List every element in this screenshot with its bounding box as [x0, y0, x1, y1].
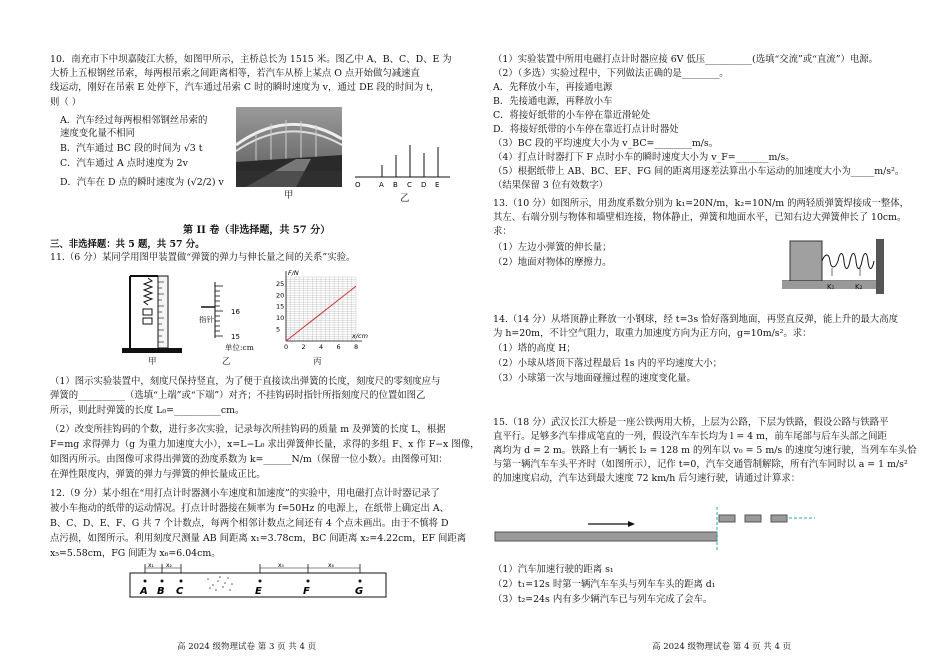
q11-body: （1）图示实验装置中，刻度尺保持竖直，为了便于直接读出弹簧的长度，刻度尺的零刻度应与 [50, 376, 441, 387]
y-tick-label: 5 [276, 325, 281, 334]
point-label: O [355, 181, 361, 189]
q12-body: B、C、D、E、F、G 共 7 个计数点，每两个相邻计数点之间还有 4 个点未画出。由于不慎将 D [50, 518, 449, 529]
q12-cont-line: C．将接好纸带的小车停在靠近滑轮处 [493, 110, 651, 121]
tape-point-label: B [157, 586, 165, 597]
q12-cont-line: （5）根据纸带上 AB、BC、EF、FG 间的距离用逐差法算出小车运动的加速度大小为_____m/s²。 [493, 166, 905, 177]
q12-cont-line: （4）打点计时器打下 F 点时小车的瞬时速度大小为 v_F=_______m/s。 [493, 152, 795, 163]
q12-cont-line: （2）（多选）实验过程中，下列做法正确的是________。 [493, 68, 729, 79]
tape-dist-label: x₁ [148, 562, 154, 569]
q11-body: 弹簧的__________（选填“上端”或“下端”）对齐；不挂钩码时指针所指刻度尺的位置如图乙 [50, 390, 426, 401]
q15-body: 与第一辆汽车车头平齐时（如图所示），记作 t=0，汽车交通管制解除，所有汽车同时以 a = 1 m/s² [493, 459, 908, 470]
spring-apparatus [120, 270, 190, 360]
q11-intro: 11.（6 分）某同学用图甲装置做“弹簧的弹力与伸长量之间的关系”实验。 [50, 252, 356, 263]
chart-grid [286, 277, 356, 341]
spring-label-k1: K₁ [827, 283, 835, 291]
cable-diagram [352, 125, 452, 195]
q14-body: （3）小球第一次与地面碰撞过程的速度变化量。 [493, 373, 696, 384]
x-tick-label: 8 [354, 343, 359, 351]
x-tick-label: 0 [284, 343, 289, 351]
point-label: D [421, 181, 427, 189]
q13-question: （2）地面对物体的摩擦力。 [493, 257, 612, 268]
point-label: E [435, 181, 440, 189]
tape-dist-label: x₆ [328, 562, 334, 569]
q14-body: （1）塔的高度 H； [493, 343, 576, 354]
page-footer: 高 2024 级物理试卷 第 4 页 共 4 页 [652, 642, 792, 652]
section-subtitle: 三、非选择题：共 5 题，共 57 分。 [50, 239, 205, 250]
q12-cont-line: （1）实验装置中所用电磁打点计时器应接 6V 低压__________(选填“交流”或“直流”）电源。 [493, 54, 878, 65]
y-tick-label: 20 [276, 291, 285, 300]
section-title: 第 II 卷（非选择题，共 57 分） [183, 225, 331, 236]
q10-line: 则（ ） [50, 97, 82, 108]
q13-body: 13.（10 分）如图所示，用劲度系数分别为 k₁=20N/m，k₂=10N/m 的两轻质弹簧焊接成一整体， [493, 198, 909, 209]
q12-body: x₅=5.58cm，FG 间距为 x₆=6.04cm。 [50, 548, 221, 559]
tape-point-label: G [355, 586, 364, 597]
q15-question: （2）t₁=12s 时第一辆汽车车头与列车车头的距离 d₁ [493, 579, 716, 590]
y-tick-label: 10 [276, 314, 285, 323]
q11-body: 所示，则此时弹簧的长度 L₀=__________cm。 [50, 405, 245, 416]
q12-cont-line: A．先释放小车，再接通电源 [493, 82, 613, 93]
fig11-jia-label: 甲 [148, 357, 157, 367]
q14-body: 为 h=20m，不计空气阻力，取重力加速度方向为正方向，g=10m/s²。求： [493, 328, 812, 339]
q15-body: 离均为 d = 2 m。铁路上有一辆长 l₂ = 128 m 的列车以 v₀ = 5 m/s 的速度匀速行驶，当列车车头恰 [493, 445, 917, 456]
tape-dist-label: x₅ [278, 562, 284, 569]
spring-block-diagram [780, 236, 892, 298]
q10-option: A．汽车经过每两根相邻钢丝吊索的 [60, 115, 208, 126]
q12-cont-line: B．先接通电源，再释放小车 [493, 96, 613, 107]
f-x-chart [268, 267, 373, 357]
q14-body: 14.（14 分）从塔顶静止释放一小钢球，经 t=3s 恰好落到地面，再竖直反弹，能上升的最大高度 [493, 314, 899, 325]
q12-cont-line: （3）BC 段的平均速度大小为 v_BC=________m/s。 [493, 138, 719, 149]
tape-point-label: A [140, 586, 148, 597]
point-label: A [379, 181, 384, 189]
paper-tape [128, 561, 390, 601]
q11-body: （2）改变所挂钩码的个数，进行多次实验，记录每次所挂钩码的质量 m 及弹簧的长度 L，根据 [50, 424, 446, 435]
q15-body: 的加速度启动，汽车达到最大速度 72 km/h 后匀速行驶，请通过计算求： [493, 473, 801, 484]
q10-line: 大桥上五根钢丝吊索，每两根吊索之间距离相等，若汽车从桥上某点 O 点开始做匀减速直 [50, 68, 420, 79]
pointer-label: 指针 [199, 315, 214, 324]
q12-body: 12.（9 分）某小组在“用打点计时器测小车速度和加速度”的实验中，用电磁打点计时器记录了 [50, 488, 440, 499]
unit-label: 单位:cm [225, 343, 254, 352]
tape-point-label: E [255, 586, 262, 597]
tape-point-label: C [176, 586, 184, 597]
bridge-photo [236, 107, 342, 187]
q10-option: D．汽车在 D 点的瞬时速度为 (√2/2) v [60, 177, 224, 188]
chart-ylabel: F/N [288, 269, 299, 277]
x-tick-label: 4 [319, 343, 324, 351]
q15-body: 15.（18 分）武汉长江大桥是一座公铁两用大桥，上层为公路，下层为铁路，假设公路与铁路平 [493, 417, 889, 428]
scale-tick-16: 16 [231, 308, 240, 316]
q12-cont-line: D．将接好纸带的小车停在靠近打点计时器处 [493, 124, 679, 135]
tape-point-label: F [303, 586, 310, 597]
q11-body: 在弹性限度内，弹簧的弹力与弹簧的伸长量成正比。 [50, 469, 266, 480]
fig-yi-label: 乙 [400, 193, 410, 204]
fig11-yi-label: 乙 [222, 357, 231, 367]
q11-body: F=mg 求得弹力（g 为重力加速度大小），x=L−L₀ 求出弹簧伸长量，求得的多组 F、x 作 F−x 图像， [50, 439, 480, 450]
q15-question: （3）t₂=24s 内有多少辆汽车已与列车完成了会车。 [493, 594, 713, 605]
point-label: B [393, 181, 398, 189]
fig11-bing-label: 丙 [313, 357, 322, 367]
q14-body: （2）小球从塔顶下落过程最后 1s 内的平均速度大小； [493, 358, 722, 369]
q15-body: 直平行。足够多汽车排成笔直的一列，假设汽车车长均为 l = 4 m，前车尾部与后车头部之间距 [493, 431, 887, 442]
train-cars-diagram [493, 505, 818, 555]
x-tick-label: 2 [301, 343, 306, 351]
page-footer: 高 2024 级物理试卷 第 3 页 共 4 页 [177, 642, 317, 652]
q13-body: 其左、右端分别与物体和墙壁相连接，物体静止，弹簧和地面水平，已知右边大弹簧伸长了 10cm。 [493, 212, 907, 223]
scale-tick-15: 15 [231, 333, 240, 341]
q15-question: （1）汽车加速行驶的距离 s₁ [493, 564, 614, 575]
point-label: C [407, 181, 412, 189]
q13-body: 求： [493, 226, 512, 237]
x-tick-label: 6 [336, 343, 341, 351]
q10-option: 速度变化量不相同 [60, 128, 136, 139]
y-tick-label: 25 [276, 279, 285, 288]
spring-label-k2: K₂ [855, 283, 863, 291]
q10-line: 线运动，刚好在吊索 E 处停下，汽车通过吊索 C 时的瞬时速度为 v，通过 DE 段的时间为 t， [50, 82, 440, 93]
q10-line: 10．南充市下中坝嘉陵江大桥，如图甲所示，主桥总长为 1515 米。图乙中 A、B、C、D、E 为 [50, 54, 452, 65]
q12-body: 点污损，如图所示。利用刻度尺测量 AB 间距离 x₁=3.78cm，BC 间距离 x₂=4.22cm，EF 间距离 [50, 533, 467, 544]
q12-body: 被小车拖动的纸带的运动情况。打点计时器接在频率为 f=50Hz 的电源上，在纸带上确定出 A、 [50, 503, 449, 514]
q10-option: B．汽车通过 BC 段的时间为 √3 t [60, 143, 203, 154]
q10-option: C．汽车通过 A 点时速度为 2v [60, 158, 188, 169]
y-tick-label: 15 [276, 302, 285, 311]
q13-question: （1）左边小弹簧的伸长量； [493, 242, 612, 253]
q11-body: 如图丙所示。由图像可求得出弹簧的劲度系数为 k=______N/m（保留一位小数）。由图像可知： [50, 454, 448, 465]
tape-dist-label: x₂ [166, 562, 172, 569]
fig-jia-label: 甲 [284, 190, 294, 201]
right-page [475, 0, 950, 671]
q12-cont-line: （结果保留 3 位有效数字） [493, 180, 609, 191]
chart-xlabel: x/cm [352, 332, 368, 340]
